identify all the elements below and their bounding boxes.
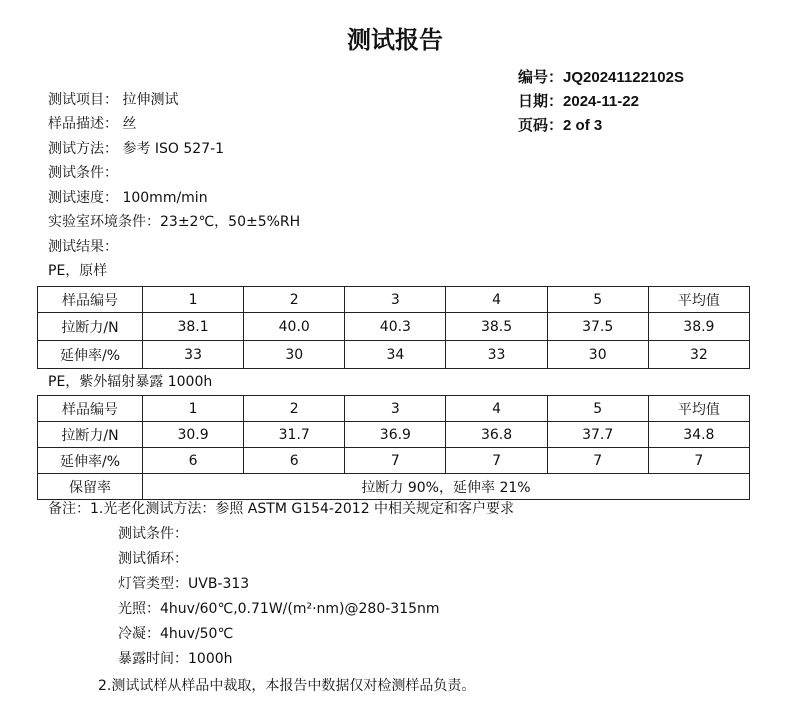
note-text: 1.光老化测试方法：参照 ASTM G154-2012 中相关规定和客户要求: [90, 501, 515, 517]
table-row: [38, 422, 750, 448]
row-label: 拉断力/N: [38, 422, 143, 448]
info-value: 拉伸测试: [122, 92, 179, 108]
info-value: 23±2℃，50±5%RH: [160, 214, 301, 230]
table1-caption: PE，原样: [48, 263, 108, 279]
cell: 38.9: [648, 313, 749, 341]
info-row: [48, 114, 136, 134]
info-row: [48, 188, 208, 208]
header-cell: 样品编号: [38, 287, 143, 313]
table-row: [38, 341, 750, 369]
cell: 40.3: [345, 313, 446, 341]
cell: 7: [446, 448, 547, 474]
cell: 6: [143, 448, 244, 474]
table-header-row: [38, 396, 750, 422]
retention-value: 拉断力 90%，延伸率 21%: [143, 474, 750, 500]
info-label: 测试方法：: [48, 141, 118, 157]
meta-value: 2024-11-22: [563, 93, 639, 110]
meta-label: 编号：: [518, 69, 564, 86]
info-label: 测试条件：: [48, 165, 118, 181]
meta-value: 2 of 3: [563, 117, 603, 134]
table-row: [38, 313, 750, 341]
note-line: 测试条件：: [118, 526, 188, 542]
note-line: 冷凝：4huv/50℃: [118, 626, 234, 642]
page-number: [518, 116, 602, 136]
cell: 6: [244, 448, 345, 474]
info-row: [48, 212, 300, 232]
notes-prefix: 备注：: [48, 501, 90, 517]
cell: 34.8: [648, 422, 749, 448]
cell: 34: [345, 341, 446, 369]
row-label: 延伸率/%: [38, 341, 143, 369]
cell: 32: [648, 341, 749, 369]
info-label: 实验室环境条件：: [48, 214, 160, 230]
note-line: 灯管类型：UVB-313: [118, 576, 250, 592]
table-row: [38, 448, 750, 474]
header-cell: 1: [143, 287, 244, 313]
header-cell: 1: [143, 396, 244, 422]
retention-row: [38, 474, 750, 500]
info-value: 参考 ISO 527-1: [122, 141, 225, 157]
note-line: 暴露时间：1000h: [118, 651, 233, 667]
row-label: 保留率: [38, 474, 143, 500]
info-row: [48, 237, 118, 257]
info-label: 样品描述：: [48, 116, 118, 132]
header-cell: 5: [547, 287, 648, 313]
header-cell: 平均值: [648, 396, 749, 422]
info-row: [48, 90, 178, 110]
table-header-row: [38, 287, 750, 313]
cell: 33: [143, 341, 244, 369]
info-label: 测试结果：: [48, 239, 118, 255]
cell: 7: [648, 448, 749, 474]
cell: 36.9: [345, 422, 446, 448]
info-row: [48, 139, 224, 159]
uv-exposed-table: [37, 395, 750, 500]
meta-label: 页码：: [518, 117, 564, 134]
header-cell: 样品编号: [38, 396, 143, 422]
header-cell: 2: [244, 287, 345, 313]
cell: 36.8: [446, 422, 547, 448]
original-sample-table: [37, 286, 750, 369]
cell: 38.1: [143, 313, 244, 341]
header-cell: 5: [547, 396, 648, 422]
report-number: [518, 68, 684, 88]
cell: 40.0: [244, 313, 345, 341]
meta-label: 日期：: [518, 93, 564, 110]
cell: 37.5: [547, 313, 648, 341]
note-line: 测试循环：: [118, 551, 188, 567]
cell: 33: [446, 341, 547, 369]
cell: 31.7: [244, 422, 345, 448]
cell: 30.9: [143, 422, 244, 448]
cell: 7: [547, 448, 648, 474]
cell: 7: [345, 448, 446, 474]
note-line: 光照：4huv/60℃,0.71W/(m²·nm)@280-315nm: [118, 601, 440, 617]
cell: 38.5: [446, 313, 547, 341]
info-label: 测试速度：: [48, 190, 118, 206]
row-label: 拉断力/N: [38, 313, 143, 341]
cell: 30: [244, 341, 345, 369]
info-value: 丝: [122, 116, 137, 132]
meta-value: JQ20241122102S: [563, 69, 684, 86]
note-line: 2.测试试样从样品中裁取，本报告中数据仅对检测样品负责。: [98, 678, 476, 694]
header-cell: 3: [345, 396, 446, 422]
info-label: 测试项目：: [48, 92, 118, 108]
info-value: 100mm/min: [122, 190, 208, 206]
header-cell: 3: [345, 287, 446, 313]
note-line: [48, 499, 514, 519]
header-cell: 4: [446, 287, 547, 313]
table2-caption: PE，紫外辐射暴露 1000h: [48, 374, 213, 390]
header-cell: 4: [446, 396, 547, 422]
info-row: [48, 163, 118, 183]
row-label: 延伸率/%: [38, 448, 143, 474]
cell: 30: [547, 341, 648, 369]
header-cell: 平均值: [648, 287, 749, 313]
report-title: 测试报告: [347, 26, 443, 54]
report-date: [518, 92, 639, 112]
cell: 37.7: [547, 422, 648, 448]
header-cell: 2: [244, 396, 345, 422]
